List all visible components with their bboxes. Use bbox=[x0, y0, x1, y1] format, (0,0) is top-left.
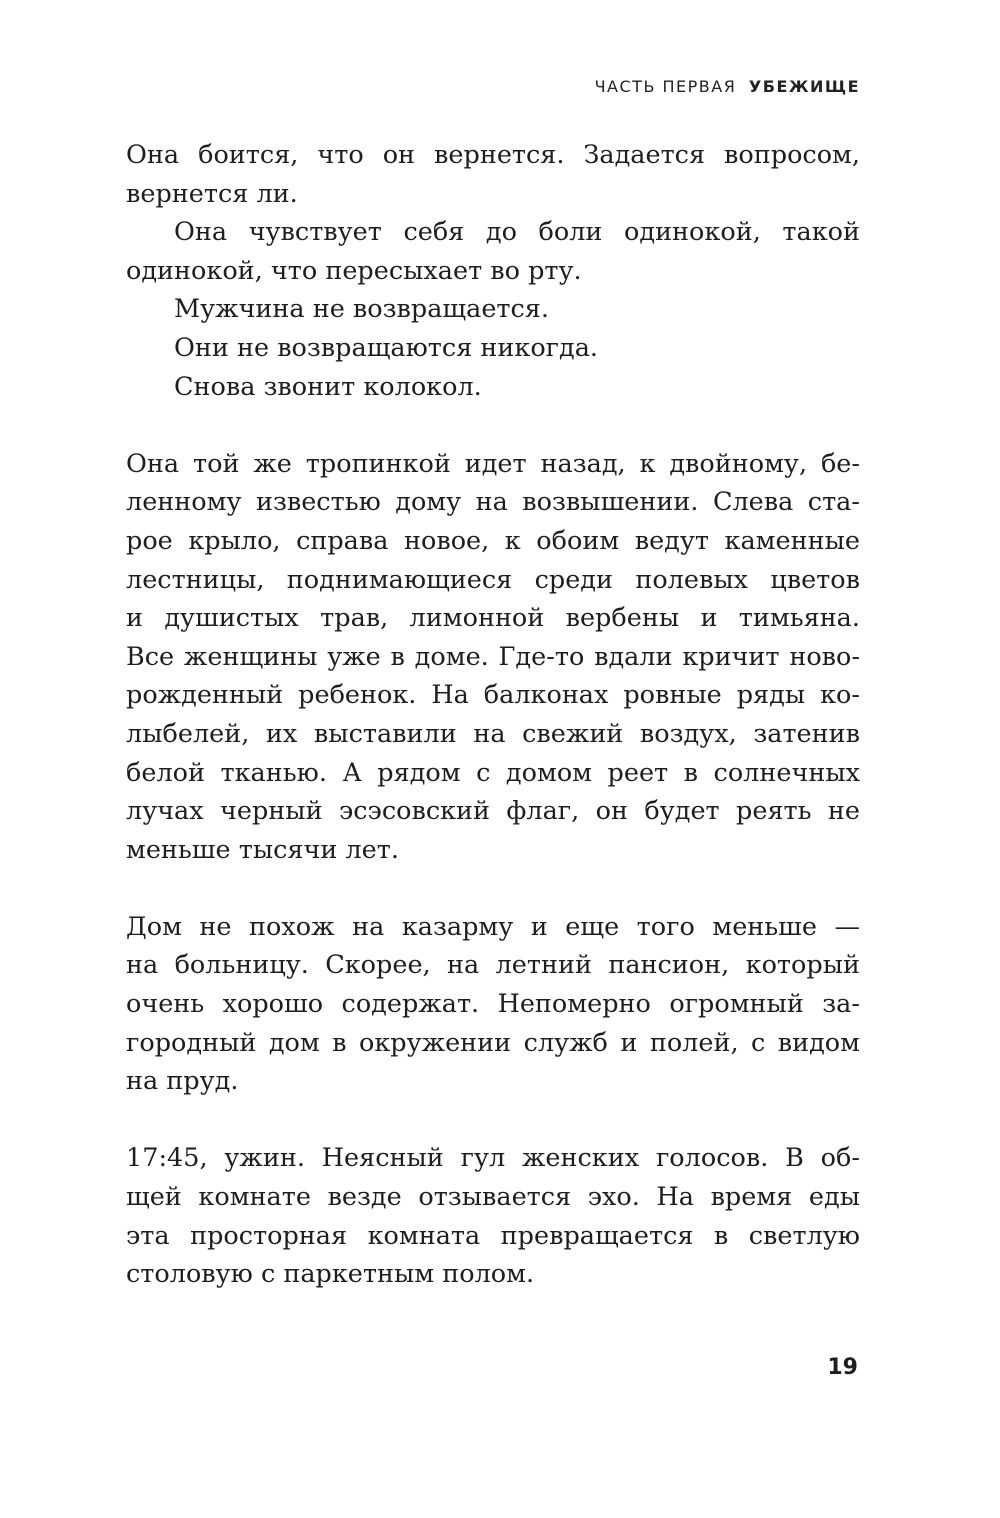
paragraph-block bbox=[126, 908, 860, 1101]
text-line: лестницы, поднимающиеся среди полевых цветов bbox=[126, 564, 860, 595]
section-break bbox=[126, 869, 860, 908]
text-line: городный дом в окружении служб и полей, с видом bbox=[126, 1027, 860, 1058]
paragraph-block bbox=[126, 445, 860, 870]
body-text bbox=[126, 136, 860, 1294]
text-line: Она боится, что он вернется. Задается вопросом, bbox=[126, 140, 860, 170]
text-line: Она той же тропинкой идет назад, к двойному, бе- bbox=[126, 448, 860, 479]
paragraph-block bbox=[126, 136, 860, 406]
text-line: Они не возвращаются никогда. bbox=[174, 332, 599, 363]
text-line: белой тканью. А рядом с домом реет в солнечных bbox=[126, 757, 860, 788]
text-line: вернется ли. bbox=[126, 178, 298, 209]
text-line: очень хорошо содержат. Непомерно огромный за- bbox=[126, 989, 860, 1020]
text-line: Все женщины уже в доме. Где-то вдали кричит ново- bbox=[126, 641, 860, 672]
section-break bbox=[126, 406, 860, 445]
text-line: ленному известью дому на возвышении. Слева ста- bbox=[126, 487, 860, 518]
running-head-part: ЧАСТЬ ПЕРВАЯ bbox=[594, 77, 737, 96]
running-head bbox=[595, 77, 860, 96]
text-line: на больницу. Скорее, на летний пансион, который bbox=[126, 950, 860, 981]
text-line: Дом не похож на казарму и еще того меньше — bbox=[126, 911, 860, 942]
text-line: лучах черный эсэсовский флаг, он будет реять не bbox=[126, 796, 860, 827]
text-line: одинокой, что пересыхает во рту. bbox=[126, 255, 582, 286]
text-line: на пруд. bbox=[126, 1066, 239, 1097]
text-line: рожденный ребенок. На балконах ровные ряды ко- bbox=[126, 680, 860, 711]
text-line: Снова звонит колокол. bbox=[174, 371, 482, 402]
text-line: щей комнате везде отзывается эхо. На время еды bbox=[126, 1182, 860, 1213]
text-line: меньше тысячи лет. bbox=[126, 834, 399, 865]
running-head-chapter: УБЕЖИЩЕ bbox=[748, 77, 860, 96]
text-line: 17:45, ужин. Неясный гул женских голосов. В об- bbox=[126, 1143, 860, 1174]
text-line: Мужчина не возвращается. bbox=[174, 294, 550, 325]
text-line: Она чувствует себя до боли одинокой, такой bbox=[174, 217, 860, 248]
text-line: рое крыло, справа новое, к обоим ведут каменные bbox=[126, 525, 860, 556]
section-break bbox=[126, 1101, 860, 1140]
page-number: 19 bbox=[827, 1355, 858, 1380]
text-line: столовую с паркетным полом. bbox=[126, 1259, 535, 1290]
text-line: лыбелей, их выставили на свежий воздух, затенив bbox=[126, 718, 860, 749]
text-line: и душистых трав, лимонной вербены и тимьяна. bbox=[126, 603, 860, 634]
paragraph-block bbox=[126, 1139, 860, 1293]
text-line: эта просторная комната превращается в светлую bbox=[126, 1220, 860, 1251]
